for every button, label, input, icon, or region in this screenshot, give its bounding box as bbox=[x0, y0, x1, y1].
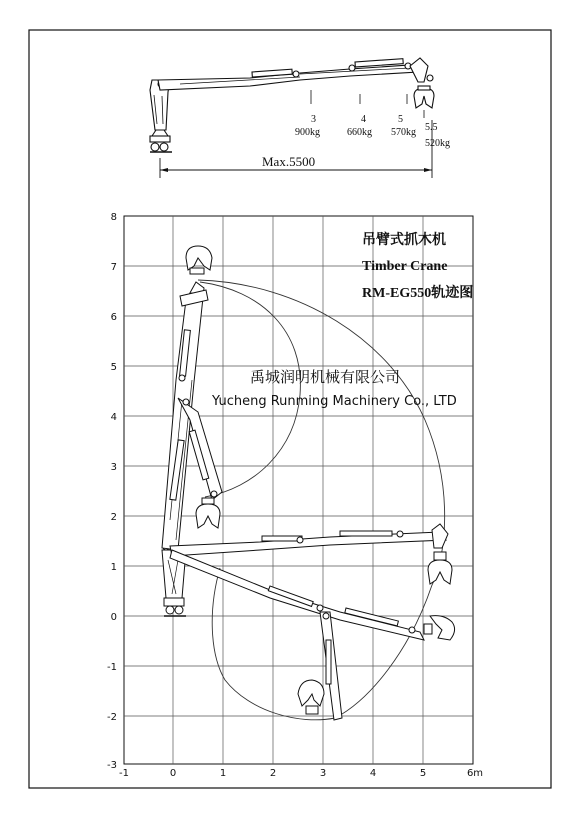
top-crane-base bbox=[150, 130, 172, 152]
low-grapple bbox=[298, 680, 324, 706]
x-tick-label: 2 bbox=[269, 768, 277, 779]
load-reach-3: 3 bbox=[311, 114, 316, 125]
x-tick-label: -1 bbox=[119, 768, 129, 779]
load-weight-570: 570kg bbox=[391, 127, 416, 138]
y-tick-label: -1 bbox=[107, 662, 117, 673]
y-tick-label: 7 bbox=[110, 262, 117, 273]
company-name-chinese: 禹城润明机械有限公司 bbox=[250, 368, 401, 386]
load-labels bbox=[295, 114, 450, 149]
trajectory-arcs bbox=[198, 280, 445, 720]
y-tick-label: -2 bbox=[107, 712, 117, 723]
y-tick-label: 4 bbox=[110, 412, 117, 423]
title-chinese: 吊臂式抓木机 bbox=[362, 233, 446, 248]
max-reach-label: Max.5500 bbox=[262, 154, 316, 169]
y-tick-label: -3 bbox=[107, 760, 117, 771]
x-tick-label: 1 bbox=[219, 768, 227, 779]
x-tick-label: 5 bbox=[419, 768, 427, 779]
load-weight-520: 520kg bbox=[425, 138, 450, 149]
inner-reach-envelope bbox=[200, 282, 300, 497]
folded-grapple bbox=[196, 504, 220, 528]
x-tick-label: 0 bbox=[169, 768, 177, 779]
load-reach-5: 5 bbox=[398, 114, 403, 125]
load-weight-900: 900kg bbox=[295, 127, 320, 138]
horizontal-grapple bbox=[428, 560, 452, 584]
top-grapple bbox=[414, 88, 434, 108]
x-tick-labels bbox=[119, 768, 483, 779]
load-reach-4: 4 bbox=[361, 114, 366, 125]
raised-grapple bbox=[186, 246, 212, 270]
x-tick-label: 4 bbox=[369, 768, 377, 779]
load-reach-5-5: 5.5 bbox=[425, 122, 438, 133]
title-english: Timber Crane bbox=[362, 259, 448, 274]
y-tick-label: 5 bbox=[110, 362, 117, 373]
title-model: RM-EG550轨迹图 bbox=[362, 286, 474, 301]
outer-reach-envelope bbox=[198, 280, 445, 720]
x-tick-label: 3 bbox=[319, 768, 327, 779]
y-tick-label: 3 bbox=[110, 462, 117, 473]
lowered-grapple bbox=[430, 616, 455, 640]
y-tick-label: 0 bbox=[110, 612, 117, 623]
load-weight-660: 660kg bbox=[347, 127, 372, 138]
y-tick-label: 6 bbox=[110, 312, 117, 323]
x-tick-label: 6m bbox=[466, 768, 484, 779]
y-tick-label: 1 bbox=[110, 562, 117, 573]
company-name-english: Yucheng Runming Machinery Co., LTD bbox=[212, 394, 457, 409]
y-tick-label: 8 bbox=[110, 212, 117, 223]
y-tick-label: 2 bbox=[110, 512, 117, 523]
y-tick-labels bbox=[107, 212, 117, 771]
